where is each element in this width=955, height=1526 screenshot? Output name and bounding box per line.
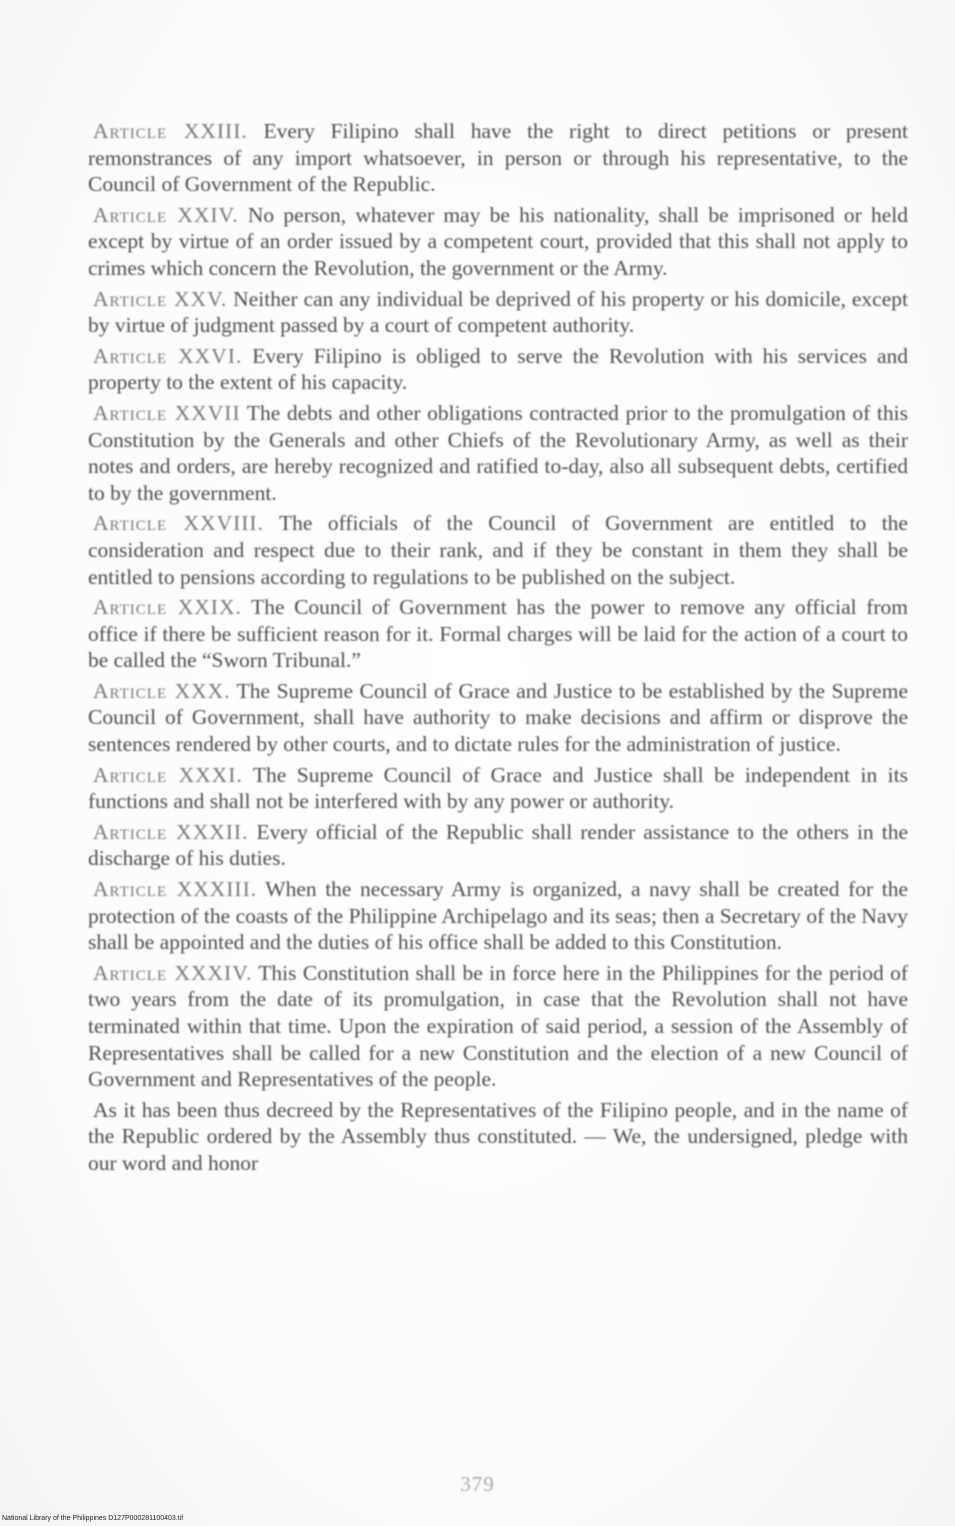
article-xxiv-paragraph [88,202,908,282]
article-text: The Supreme Council of Grace and Justice to be established by the Supreme Council of Government, shall have authority to make decisions and affirm or disprove the sentences rendered by other courts, and to dictate rules for the administration of justice. [88,678,908,757]
article-text: The officials of the Council of Government are entitled to the consideration and respect due to their rank, and if they be constant in them they shall be entitled to pensions according to regulations to be published on the subject. [88,511,908,589]
closing-text: As it has been thus decreed by the Representatives of the Filipino people, and in the name of the Republic ordered by the Assembly thus constituted. — We, the undersigned, pledge with our word and honor [88,1097,908,1175]
article-label: Article XXIX. [93,595,242,620]
article-text: Every Filipino shall have the right to direct petitions or present remonstrances of any import whatsoever, in person or through his representative, to the Council of Government of the Republic. [88,119,909,197]
article-label: Article XXVI. [93,343,243,368]
archive-caption: National Library of the Philippines D127P000281100403.tif [2,1515,184,1522]
closing-paragraph [88,1097,908,1177]
article-label: Article XXXIV. [93,960,253,985]
article-text: Neither can any individual be deprived of his property or his domicile, except by virtue of judgment passed by a court of competent authority. [88,286,908,338]
article-xxviii-paragraph [88,510,908,590]
article-text: This Constitution shall be in force here in the Philippines for the period of two years from the date of its promulgation, in case that the Revolution shall not have terminated within that time. Upon the expiration of said period, a session of the Assembly of Representatives shall be called for a new Constitution and the election of a new Council of Government and Representatives of the people. [88,960,908,1092]
article-xxxiii-paragraph [88,876,908,956]
article-xxvi-paragraph [88,343,908,396]
article-xxv-paragraph [88,286,908,339]
article-text: When the necessary Army is organized, a navy shall be created for the protection of the coasts of the Philippine Archipelago and its seas; then a Secretary of the Navy shall be appointed and the duties of his office shall be added to this Constitution. [88,877,908,955]
article-label: Article XXXIII. [93,877,258,902]
article-text: Every official of the Republic shall render assistance to the others in the discharge of his duties. [88,819,908,871]
article-xxix-paragraph [88,594,908,674]
article-text: Every Filipino is obliged to serve the Revolution with his services and property to the extent of his capacity. [88,343,908,395]
article-text: The debts and other obligations contracted prior to the promulgation of this Constitution by the Generals and other Chiefs of the Revolutionary Army, as well as their notes and orders, are hereby recognized and ratified to-day, also all subsequent debts, certified to by the government. [88,400,908,505]
article-label: Article XXIII. [93,119,248,143]
article-text: The Supreme Council of Grace and Justice shall be independent in its functions and shall not be interfered with by any power or authority. [88,762,908,814]
article-label: Article XXVIII. [93,511,264,536]
article-label: Article XXXI. [93,762,243,787]
article-xxiii-paragraph [88,118,908,198]
article-xxx-paragraph [88,678,908,758]
article-xxxii-paragraph [88,819,908,872]
article-text: The Council of Government has the power to remove any official from office if there be sufficient reason for it. Formal charges will be laid for the action of a court to be called the “Sworn Tribunal.” [88,595,908,673]
body-text [88,118,908,1177]
article-xxvii-paragraph [88,400,908,506]
article-xxxi-paragraph [88,762,908,815]
article-text: No person, whatever may be his nationality, shall be imprisoned or held except by virtue of an order issued by a competent court, provided that this shall not apply to crimes which concern the Revolution, the government or the Army. [88,202,908,280]
article-xxxiv-paragraph [88,960,908,1093]
article-label: Article XXVII [93,400,241,425]
article-label: Article XXV. [93,286,228,311]
article-label: Article XXIV. [93,202,239,227]
article-label: Article XXX. [93,678,231,703]
article-label: Article XXXII. [93,819,249,844]
page-number: 379 [460,1472,495,1496]
